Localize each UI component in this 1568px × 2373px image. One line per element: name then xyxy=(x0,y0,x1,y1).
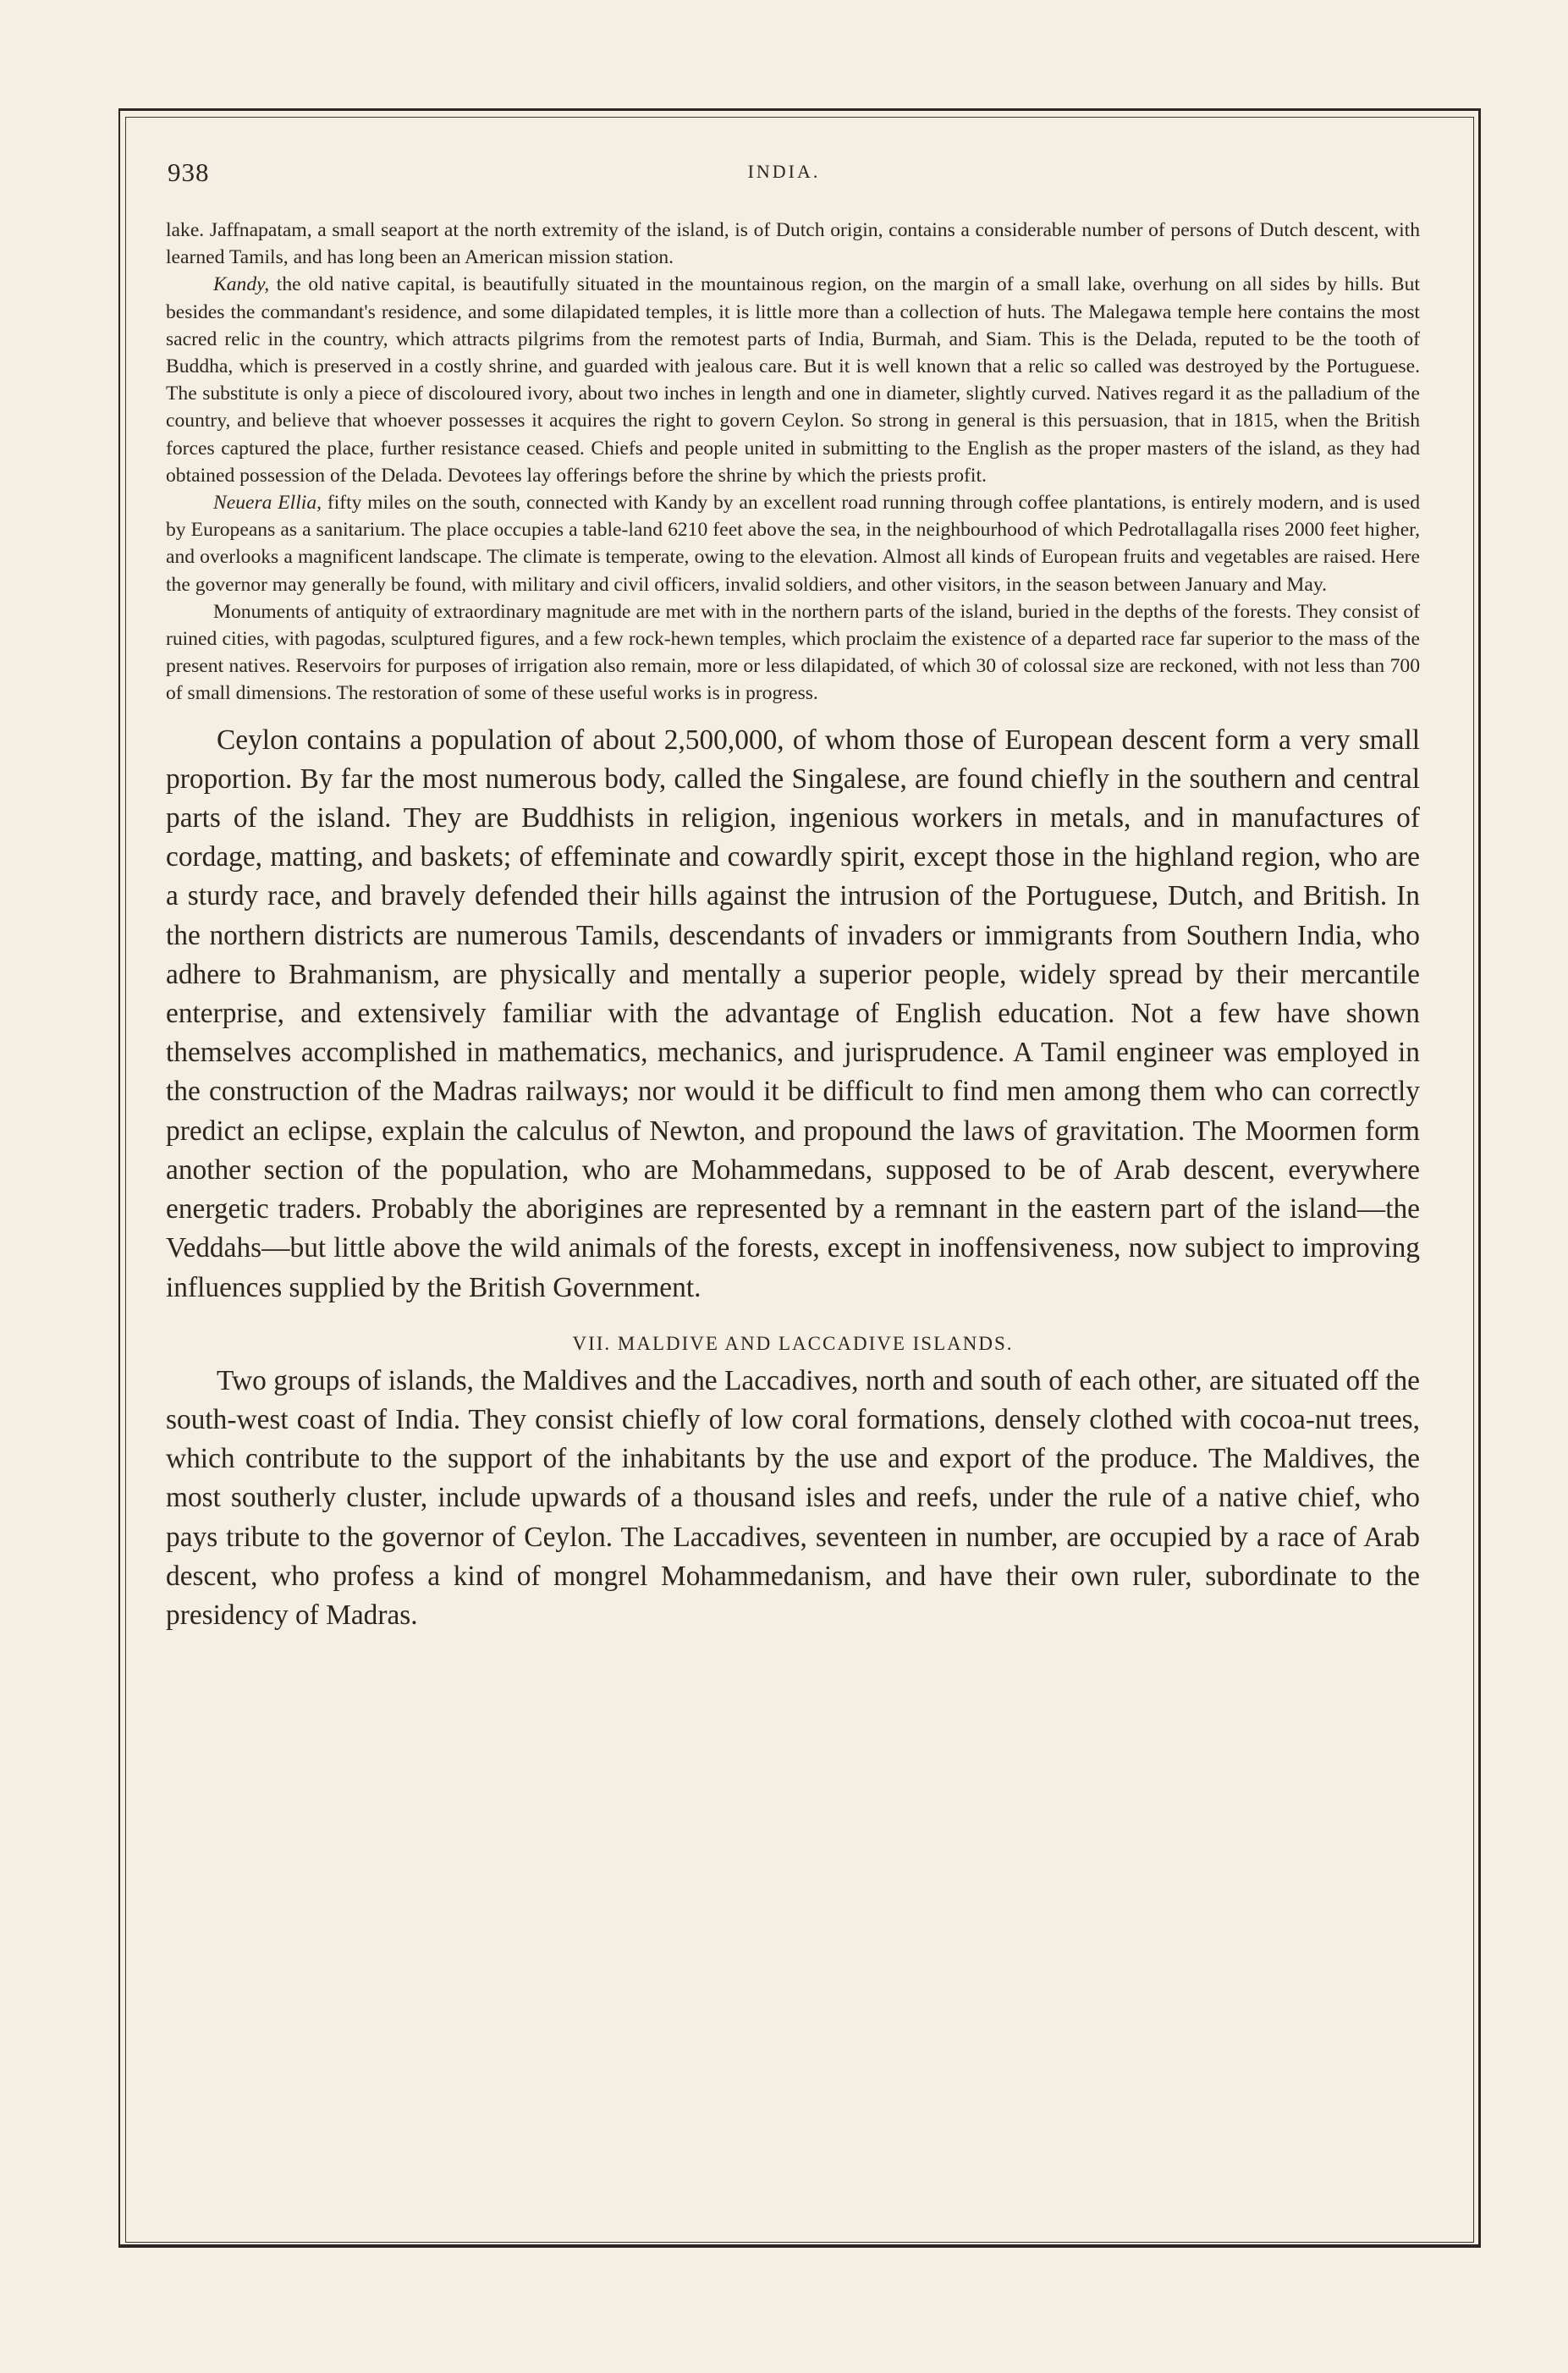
paragraph-maldives: Two groups of islands, the Maldives and the Laccadives, north and south of each other, are situated off the south-west coast of India. They consist chiefly of low coral formations, densely clothed with cocoa-nut trees, which contribute to the support of the inhabitants by the use and export of the produce. The Maldives, the most southerly cluster, include upwards of a thousand isles and reefs, under the rule of a native chief, who pays tribute to the governor of Ceylon. The Laccadives, seventeen in number, are occupied by a race of Arab descent, who profess a kind of mongrel Mohammedanism, and have their own ruler, subordinate to the presidency of Madras. xyxy=(166,1364,1420,1631)
paragraph-lead: Kandy, xyxy=(213,273,270,296)
paragraph-lead: Neuera Ellia, xyxy=(213,492,322,515)
section-heading: VII. MALDIVE AND LACCADIVE ISLANDS. xyxy=(572,1332,1014,1354)
paragraph-text: the old native capital, is beautifully situated in the mountainous region, on the margin of a small lake, overhung on all sides by hills. But besides the commandant's residence, and some dilapidated temples, it is little more than a collection of huts. The Malegawa temple here contains the most sacred relic in the country, which attracts pilgrims from the remotest parts of India, Burmah, and Siam. This is the Delada, reputed to be the tooth of Buddha, which is preserved in a costly shrine, and guarded with jealous care. But it is well known that a relic so called was destroyed by the Portuguese. The substitute is only a piece of discoloured ivory, about two inches in length and one in diameter, slightly curved. Natives regard it as the palladium of the country, and believe that whoever possesses it acquires the right to govern Ceylon. So strong in general is this persuasion, that in 1815, when the British forces captured the place, further resistance ceased. Chiefs and people united in submitting to the English as the proper masters of the island, as they had obtained possession of the Delada. Devotees lay offerings before the shrine by which the priests profit. xyxy=(166,273,1420,487)
paragraph-text: fifty miles on the south, connected with Kandy by an excellent road running through coffee plantations, is entirely modern, and is used by Europeans as a sanitarium. The place occupies a table-land 6210 feet above the sea, in the neighbourhood of which Pedrotallagalla rises 2000 feet higher, and overlooks a magnificent landscape. The climate is temperate, owing to the elevation. Almost all kinds of European fruits and vegetables are raised. Here the governor may generally be found, with military and civil officers, invalid soldiers, and other visitors, in the season between January and May. xyxy=(166,492,1420,596)
paragraph-kandy xyxy=(166,271,1420,489)
paragraph-monuments xyxy=(166,598,1420,707)
paragraph-population: Ceylon contains a population of about 2,500,000, of whom those of European descent form a very small proportion. By far the most numerous body, called the Singalese, are found chiefly in the southern and central parts of the island. They are Buddhists in religion, ingenious workers in metals, and in manufactures of cordage, matting, and baskets; of effeminate and cowardly spirit, except those in the highland region, who are a sturdy race, and bravely defended their hills against the intrusion of the Portuguese, Dutch, and British. In the northern districts are numerous Tamils, descendants of invaders or immigrants from Southern India, who adhere to Brahmanism, are physically and mentally a superior people, widely spread by their mercantile enterprise, and extensively familiar with the advantage of English education. Not a few have shown themselves accomplished in mathematics, mechanics, and jurisprudence. A Tamil engineer was employed in the construction of the Madras railways; nor would it be difficult to find men among them who can correctly predict an eclipse, explain the calculus of Newton, and propound the laws of gravitation. The Moormen form another section of the population, who are Mohammedans, supposed to be of Arab descent, everywhere energetic traders. Probably the aborigines are represented by a remnant in the eastern part of the island—the Veddahs—but little above the wild animals of the forests, except in inoffensiveness, now subject to improving influences supplied by the British Government. xyxy=(166,724,1420,1303)
paragraph-neuera-ellia xyxy=(166,489,1420,598)
running-title: INDIA. xyxy=(747,161,821,182)
running-head xyxy=(0,157,1568,191)
page-number: 938 xyxy=(168,157,210,187)
paragraph-text: Monuments of antiquity of extraordinary magnitude are met with in the northern parts of the island, buried in the depths of the forests. They consist of ruined cities, with pagodas, sculptured figures, and a few rock-hewn temples, which proclaim the existence of a departed race far superior to the mass of the present natives. Reservoirs for purposes of irrigation also remain, more or less dilapidated, of which 30 of colossal size are reckoned, with not less than 700 of small dimensions. The restoration of some of these useful works is in progress. xyxy=(166,600,1420,705)
paragraph-jaffnapatam xyxy=(166,217,1420,271)
paragraph-text: lake. Jaffnapatam, a small seaport at the north extremity of the island, is of Dutch origin, contains a considerable number of persons of Dutch descent, with learned Tamils, and has long been an American mission station. xyxy=(166,219,1420,269)
page-body xyxy=(166,217,1420,1635)
